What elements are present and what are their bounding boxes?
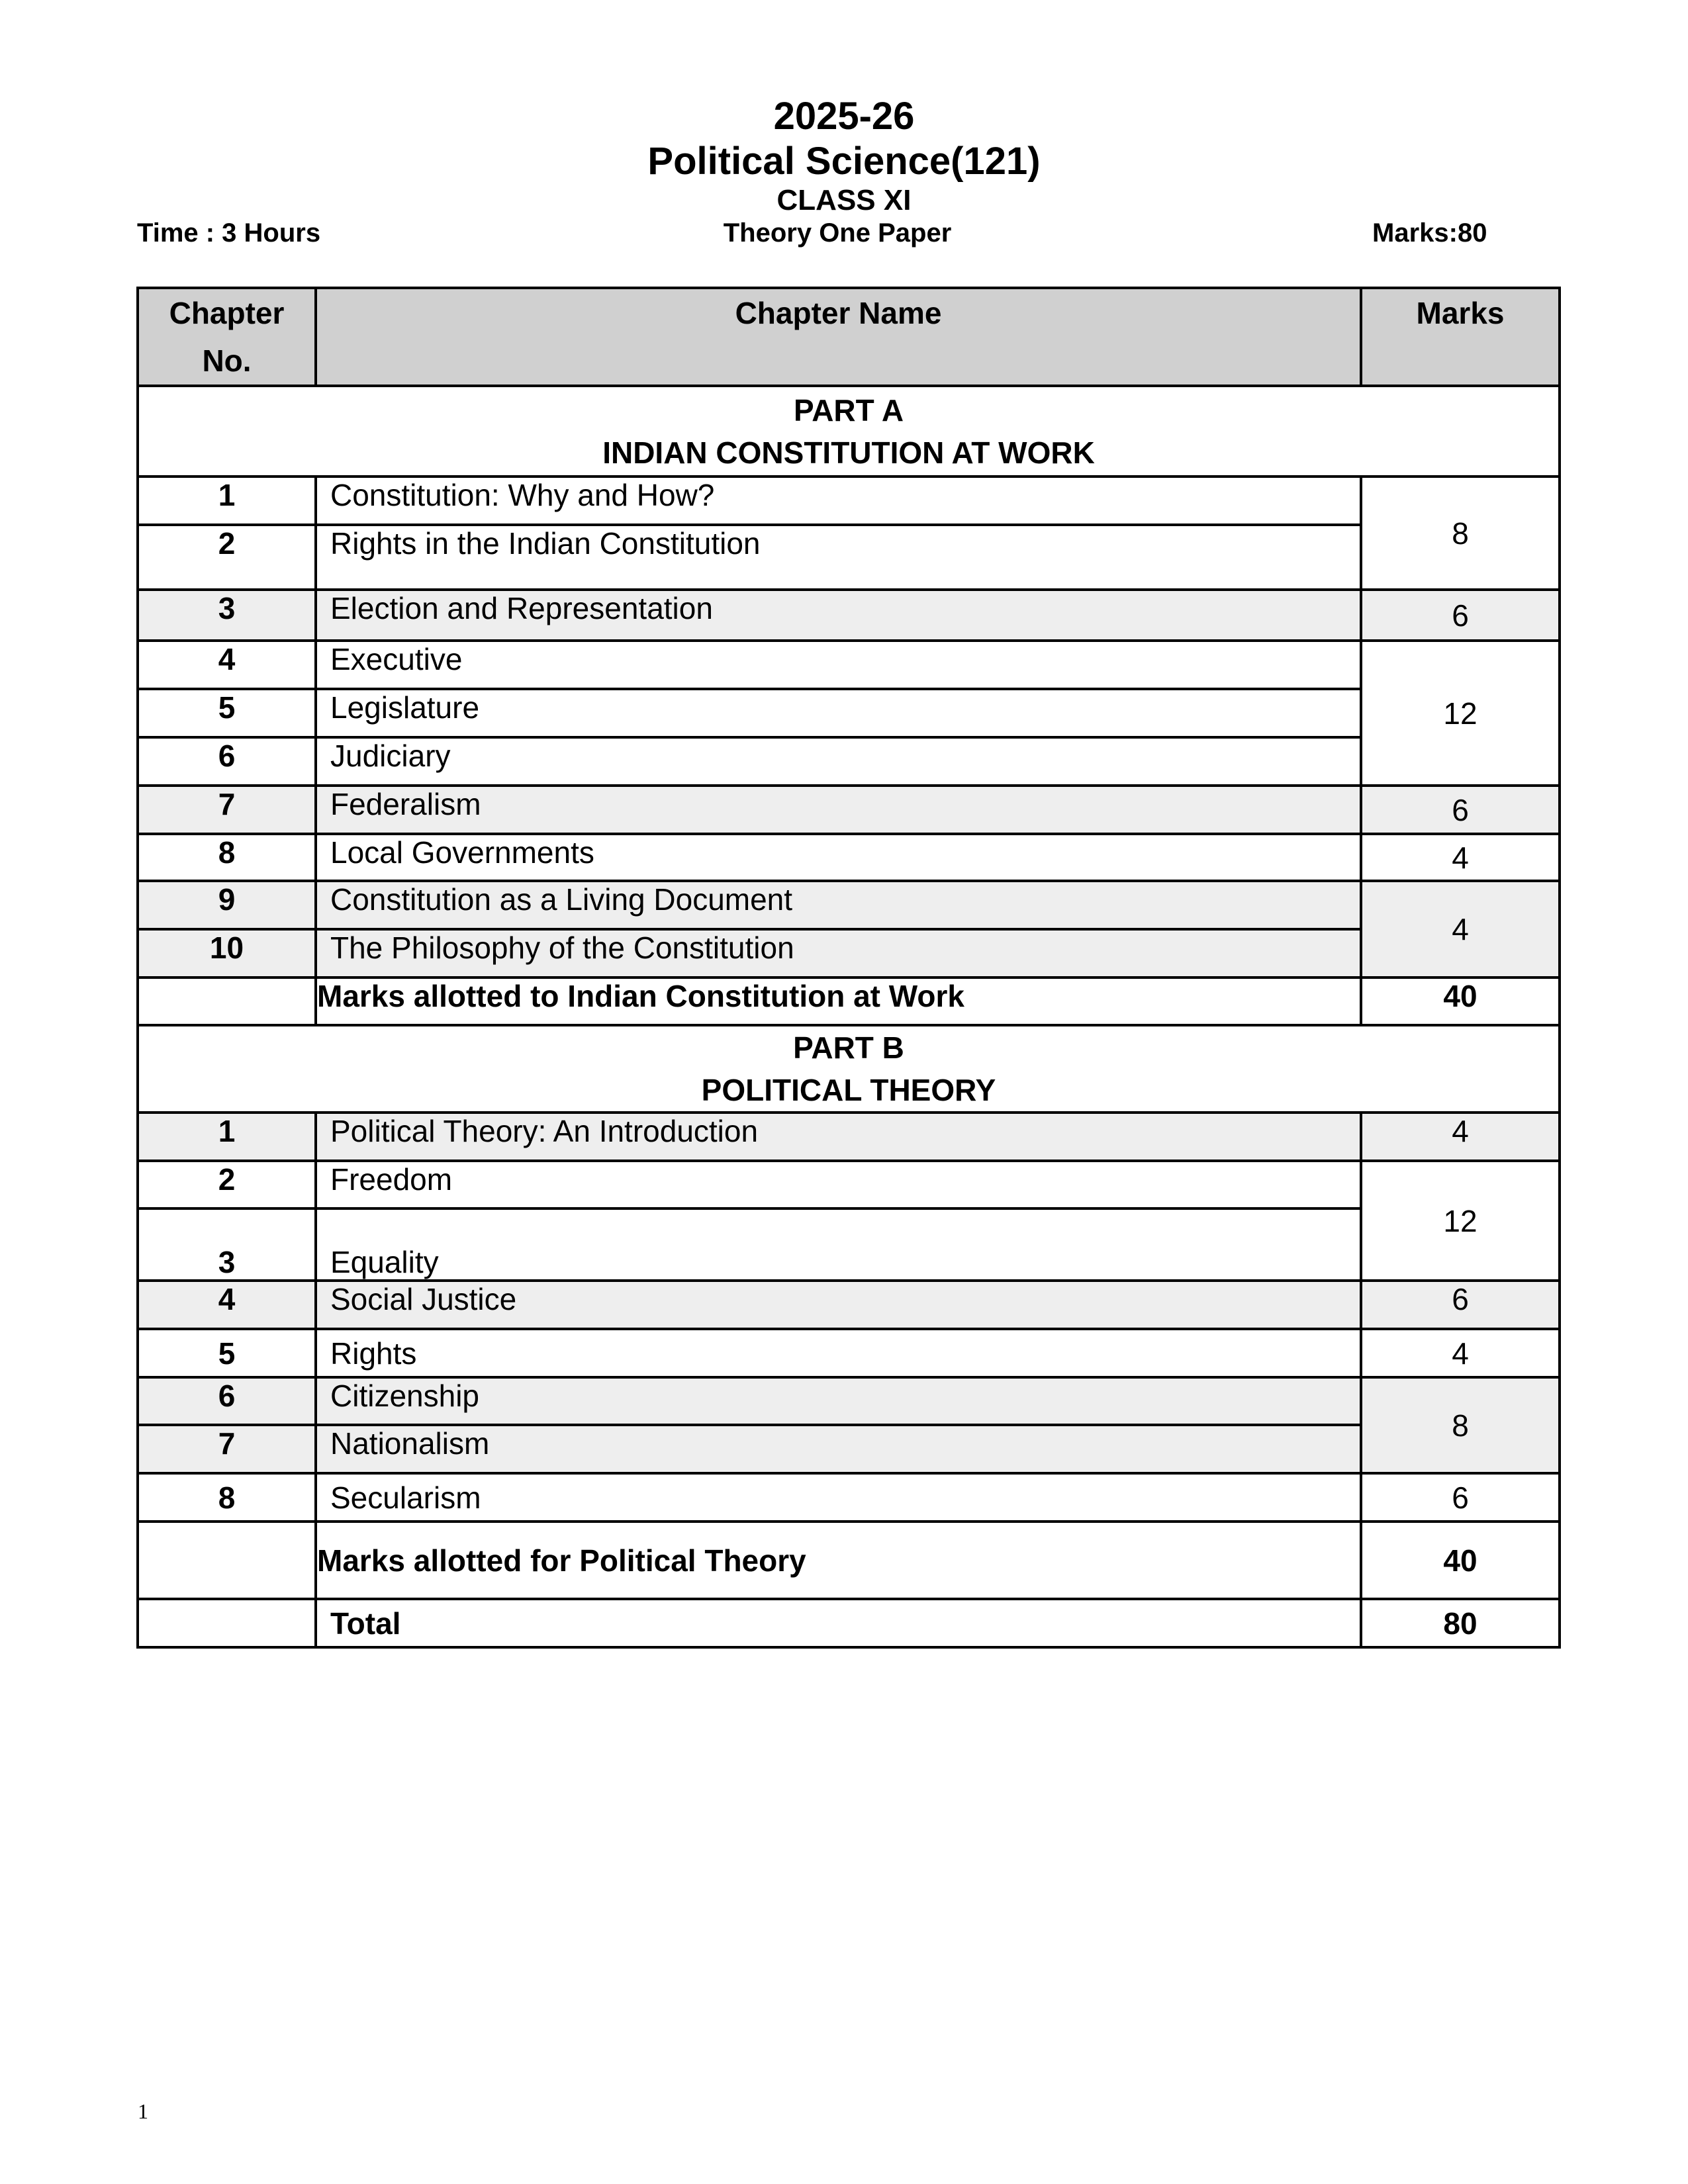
year-title: 2025-26 xyxy=(773,95,915,138)
subject-title: Political Science(121) xyxy=(647,140,1041,183)
part-b-total-row: Marks allotted for Political Theory 40 xyxy=(138,1522,1560,1599)
table-row: 3 Election and Representation 6 xyxy=(138,590,1560,641)
table-row: 1 Political Theory: An Introduction 4 xyxy=(138,1113,1560,1161)
table-row: 6 Judiciary xyxy=(138,737,1560,786)
table-row: 5 Rights 4 xyxy=(138,1329,1560,1377)
grand-total-row: Total 80 xyxy=(138,1599,1560,1647)
table-row: 1 Constitution: Why and How? 8 xyxy=(138,477,1560,525)
table-row: 5 Legislature xyxy=(138,689,1560,737)
table-row: 4 Social Justice 6 xyxy=(138,1281,1560,1329)
table-row: 3 Equality xyxy=(138,1208,1560,1281)
part-a-total-row: Marks allotted to Indian Constitution at Work 40 xyxy=(138,978,1560,1025)
table-row: 4 Executive 12 xyxy=(138,641,1560,689)
table-row: 8 Secularism 6 xyxy=(138,1473,1560,1522)
table-row: 7 Federalism 6 xyxy=(138,786,1560,834)
marks-distribution-table xyxy=(136,287,1561,1649)
table-row: 9 Constitution as a Living Document 4 xyxy=(138,881,1560,929)
part-a-heading: PART A INDIAN CONSTITUTION AT WORK xyxy=(138,386,1560,477)
table-row: 10 The Philosophy of the Constitution xyxy=(138,929,1560,978)
table-row: 2 Rights in the Indian Constitution xyxy=(138,525,1560,590)
table-row: 2 Freedom 12 xyxy=(138,1161,1560,1208)
page-number: 1 xyxy=(138,2099,148,2123)
col-chapter-no: Chapter No. xyxy=(138,288,316,386)
table-row: 6 Citizenship 8 xyxy=(138,1377,1560,1425)
col-marks: Marks xyxy=(1361,288,1560,386)
marks-label: Marks:80 xyxy=(1372,218,1487,248)
class-title: CLASS XI xyxy=(776,184,912,216)
time-label: Time : 3 Hours xyxy=(137,218,321,248)
col-chapter-name: Chapter Name xyxy=(316,288,1361,386)
table-header xyxy=(138,288,1560,386)
part-b-heading: PART B POLITICAL THEORY xyxy=(138,1025,1560,1113)
table-row: 7 Nationalism xyxy=(138,1425,1560,1473)
table-row: 8 Local Governments 4 xyxy=(138,834,1560,881)
paper-label: Theory One Paper xyxy=(723,218,952,248)
